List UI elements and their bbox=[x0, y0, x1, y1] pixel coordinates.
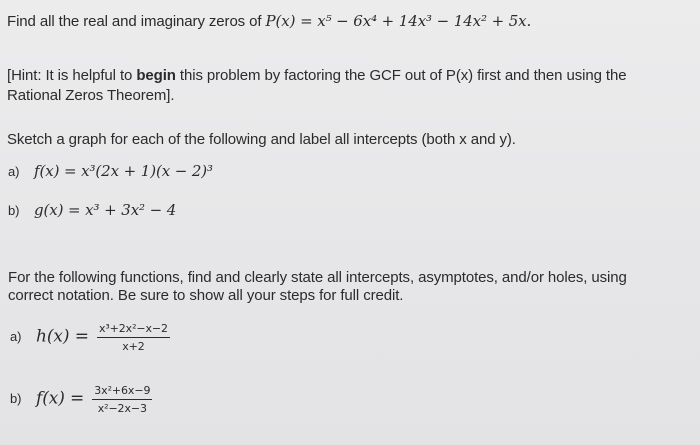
sketch-item-b bbox=[8, 201, 176, 219]
problem-1-prefix: Find all the real and imaginary zeros of bbox=[7, 13, 266, 30]
rational-item-a-denominator: x+2 bbox=[122, 340, 145, 353]
rational-item-b-fraction bbox=[92, 384, 152, 415]
hint-text-part1: [Hint: It is helpful to bbox=[7, 67, 137, 84]
hint-line-1 bbox=[7, 67, 626, 84]
rational-item-b-denominator: x²−2x−3 bbox=[97, 402, 147, 415]
sketch-item-b-label: b) bbox=[8, 203, 20, 218]
sketch-instruction: Sketch a graph for each of the following and label all intercepts (both x and y). bbox=[7, 131, 516, 148]
rational-item-b-numerator: 3x²+6x−9 bbox=[92, 384, 152, 400]
rational-item-a-numerator: x³+2x²−x−2 bbox=[97, 322, 170, 338]
rational-item-a-lhs: h(x) = bbox=[36, 326, 89, 347]
rational-item-b-label: b) bbox=[10, 391, 22, 407]
polynomial-p: P(x) = x⁵ − 6x⁴ + 14x³ − 14x² + 5x. bbox=[265, 12, 532, 30]
rational-item-a-label: a) bbox=[10, 329, 22, 345]
sketch-item-a bbox=[8, 162, 213, 180]
sketch-item-b-expr: g(x) = x³ + 3x² − 4 bbox=[34, 201, 177, 219]
hint-bold-word: begin bbox=[136, 67, 176, 84]
sketch-item-a-expr: f(x) = x³(2x + 1)(x − 2)³ bbox=[34, 162, 213, 180]
hint-text-part2: this problem by factoring the GCF out of P(x) first and then using the bbox=[175, 67, 627, 84]
sketch-item-a-label: a) bbox=[8, 164, 20, 179]
rational-item-b bbox=[10, 384, 152, 415]
rational-instruction-line-2: correct notation. Be sure to show all your steps for full credit. bbox=[8, 287, 404, 304]
problem-1-statement bbox=[7, 12, 531, 30]
rational-item-b-lhs: f(x) = bbox=[36, 388, 85, 409]
rational-instruction-line-1: For the following functions, find and clearly state all intercepts, asymptotes, and/or holes, using bbox=[8, 269, 627, 286]
rational-item-a bbox=[10, 322, 170, 353]
rational-item-a-fraction bbox=[97, 322, 170, 353]
hint-line-2: Rational Zeros Theorem]. bbox=[7, 87, 175, 104]
